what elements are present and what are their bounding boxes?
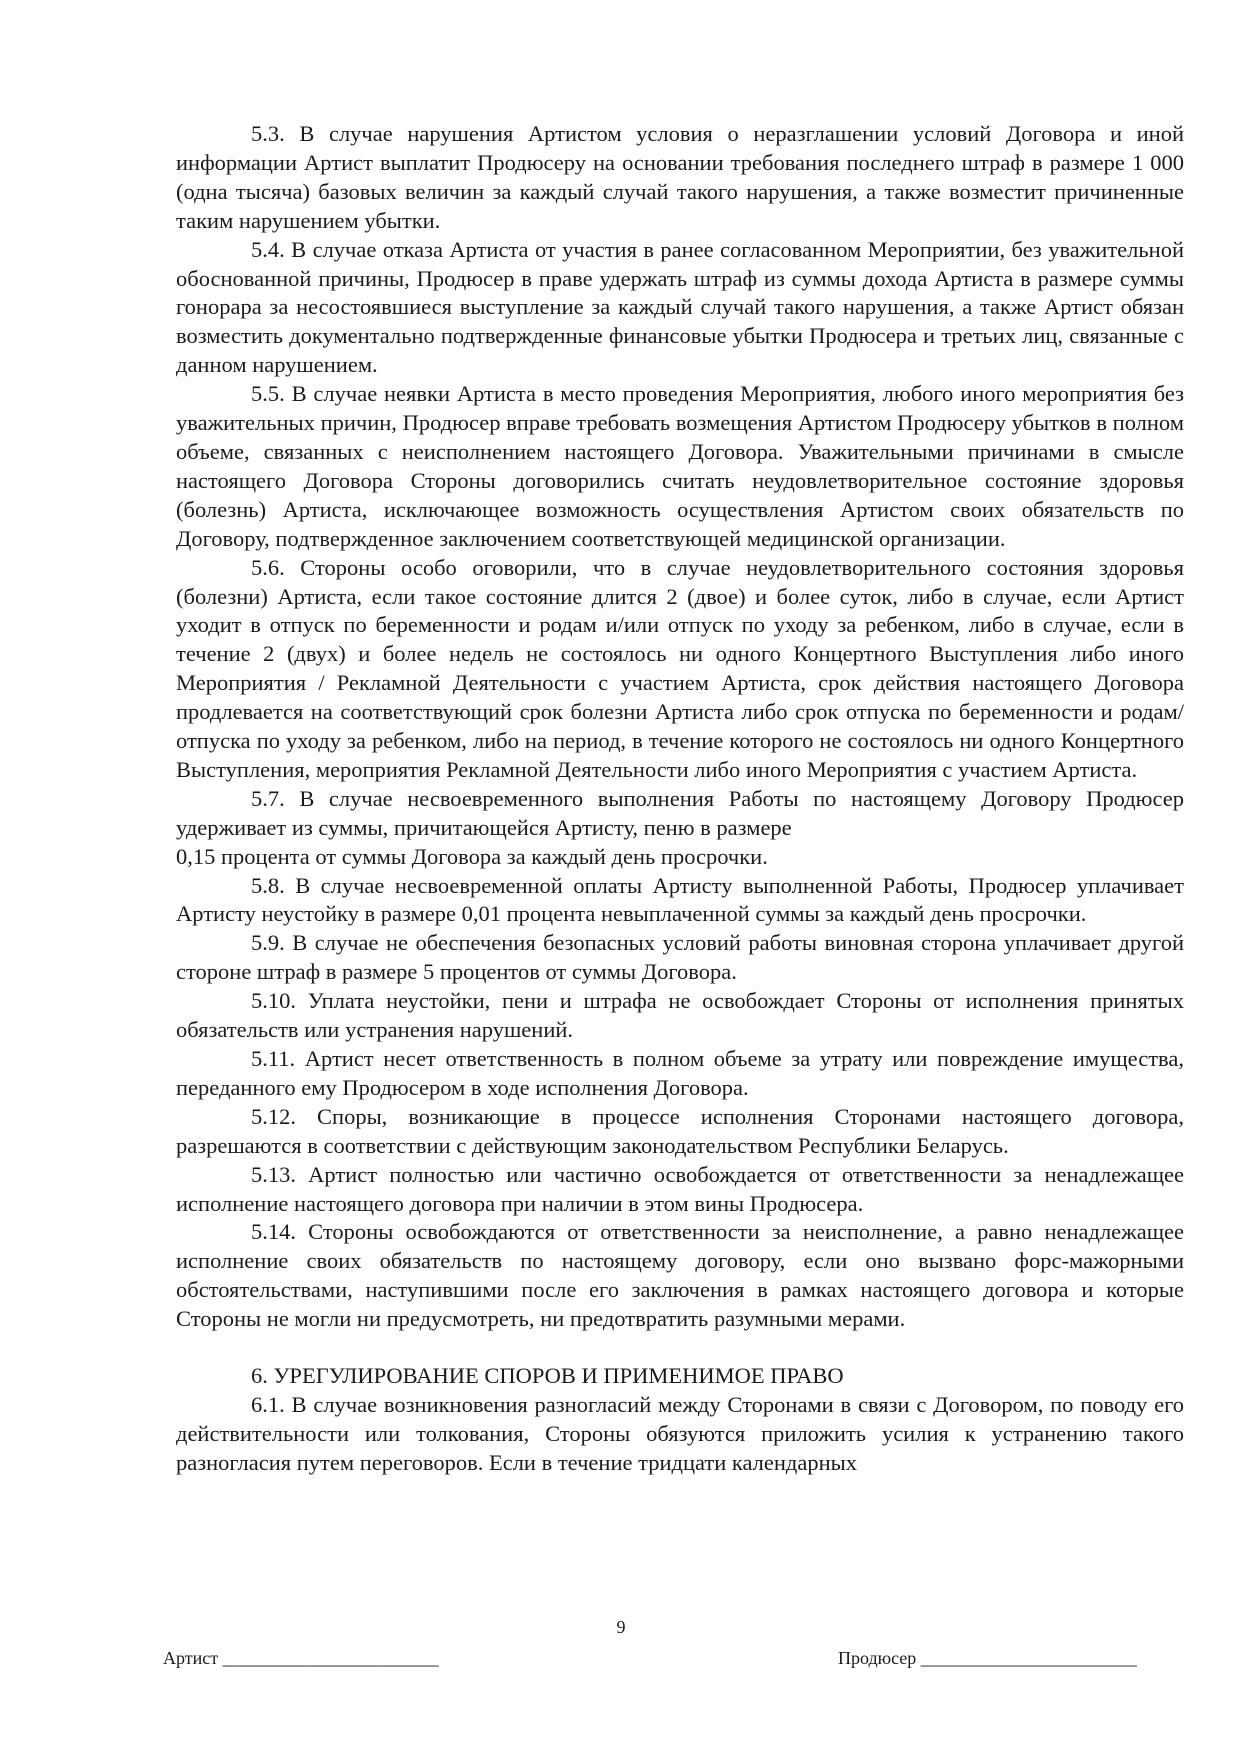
paragraph-5-6: 5.6. Стороны особо оговорили, что в случае неудовлетворительного состояния здоровья (болезни) Артиста, если такое состояние длится 2 (двое) и более суток, либо в случае, если Артист уходит в отпуск по беременности и родам и/или отпуск по уходу за ребенком, либо в случае, если в течение 2 (двух) и более недель не состоялось ни одного Концертного Выступления либо иного Мероприятия / Рекламной Деятельности с участием Артиста, срок действия настоящего Договора продлевается на соответствующий срок болезни Артиста либо срок отпуска по беременности и родам/ отпуска по уходу за ребенком, либо на период, в течение которого не состоялось ни одного Концертного Выступления, мероприятия Рекламной Деятельности либо иного Мероприятия с участием Артиста. [176, 554, 1184, 782]
paragraph-5-12: 5.12. Споры, возникающие в процессе исполнения Сторонами настоящего договора, разрешаются в соответствии с действующим законодательством Республики Беларусь. [176, 1103, 1184, 1158]
paragraph-5-7: 5.7. В случае несвоевременного выполнения Работы по настоящему Договору Продюсер удерживает из суммы, причитающейся Артисту, пеню в размере 0,15 процента от суммы Договора за каждый день просрочки. [176, 785, 1184, 869]
page-number: 9 [616, 1617, 626, 1637]
paragraph-5-5: 5.5. В случае неявки Артиста в место проведения Мероприятия, любого иного мероприятия без уважительных причин, Продюсер вправе требовать возмещения Артистом Продюсеру убытков в полном объеме, связанных с неисполнением настоящего Договора. Уважительными причинами в смысле настоящего Договора Стороны договорились считать неудовлетворительное состояние здоровья (болезнь) Артиста, исключающее возможность осуществления Артистом своих обязательств по Договору, подтвержденное заключением соответствующей медицинской организации. [176, 381, 1184, 551]
paragraph-5-4: 5.4. В случае отказа Артиста от участия в ранее согласованном Мероприятии, без уважительной обоснованной причины, Продюсер в праве удержать штраф из суммы дохода Артиста в размере суммы гонорара за несостоявшиеся выступление за каждый случай такого нарушения, а также Артист обязан возместить документально подтвержденные финансовые убытки Продюсера и третьих лиц, связанные с данном нарушением. [176, 236, 1184, 378]
paragraph-5-8: 5.8. В случае несвоевременной оплаты Артисту выполненной Работы, Продюсер уплачивает Артисту неустойку в размере 0,01 процента невыплаченной суммы за каждый день просрочки. [176, 872, 1184, 927]
paragraph-5-3: 5.3. В случае нарушения Артистом условия о неразглашении условий Договора и иной информации Артист выплатит Продюсеру на основании требования последнего штраф в размере 1 000 (одна тысяча) базовых величин за каждый случай такого нарушения, а также возместит причиненные таким нарушением убытки. [176, 121, 1184, 233]
artist-signature-line: Артист ________________________ [163, 1648, 439, 1668]
paragraph-5-11: 5.11. Артист несет ответственность в полном объеме за утрату или повреждение имущества, переданного ему Продюсером в ходе исполнения Договора. [176, 1046, 1184, 1100]
paragraph-5-13: 5.13. Артист полностью или частично освобождается от ответственности за ненадлежащее исполнение настоящего договора при наличии в этом вины Продюсера. [176, 1161, 1184, 1216]
paragraph-6-1: 6.1. В случае возникновения разногласий между Сторонами в связи с Договором, по поводу его действительности или толкования, Стороны обязуются приложить усилия к устранению такого разногласия путем переговоров. Если в течение тридцати календарных [176, 1391, 1184, 1475]
section-6-title: 6. УРЕГУЛИРОВАНИЕ СПОРОВ И ПРИМЕНИМОЕ ПРАВО [251, 1363, 844, 1389]
paragraph-5-14: 5.14. Стороны освобождаются от ответственности за неисполнение, а равно ненадлежащее исполнение своих обязательств по настоящему договору, если оно вызвано форс-мажорными обстоятельствами, наступившими после его заключения в рамках настоящего договора и которые Стороны не могли ни предусмотреть, ни предотвратить разумными мерами. [176, 1219, 1184, 1332]
paragraph-5-10: 5.10. Уплата неустойки, пени и штрафа не освобождает Стороны от исполнения принятых обязательств или устранения нарушений. [176, 988, 1184, 1043]
producer-signature-line: Продюсер ________________________ [838, 1648, 1137, 1668]
document-body [176, 120, 1184, 1478]
paragraph-5-9: 5.9. В случае не обеспечения безопасных условий работы виновная сторона уплачивает другой стороне штраф в размере 5 процентов от суммы Договора. [176, 930, 1184, 985]
